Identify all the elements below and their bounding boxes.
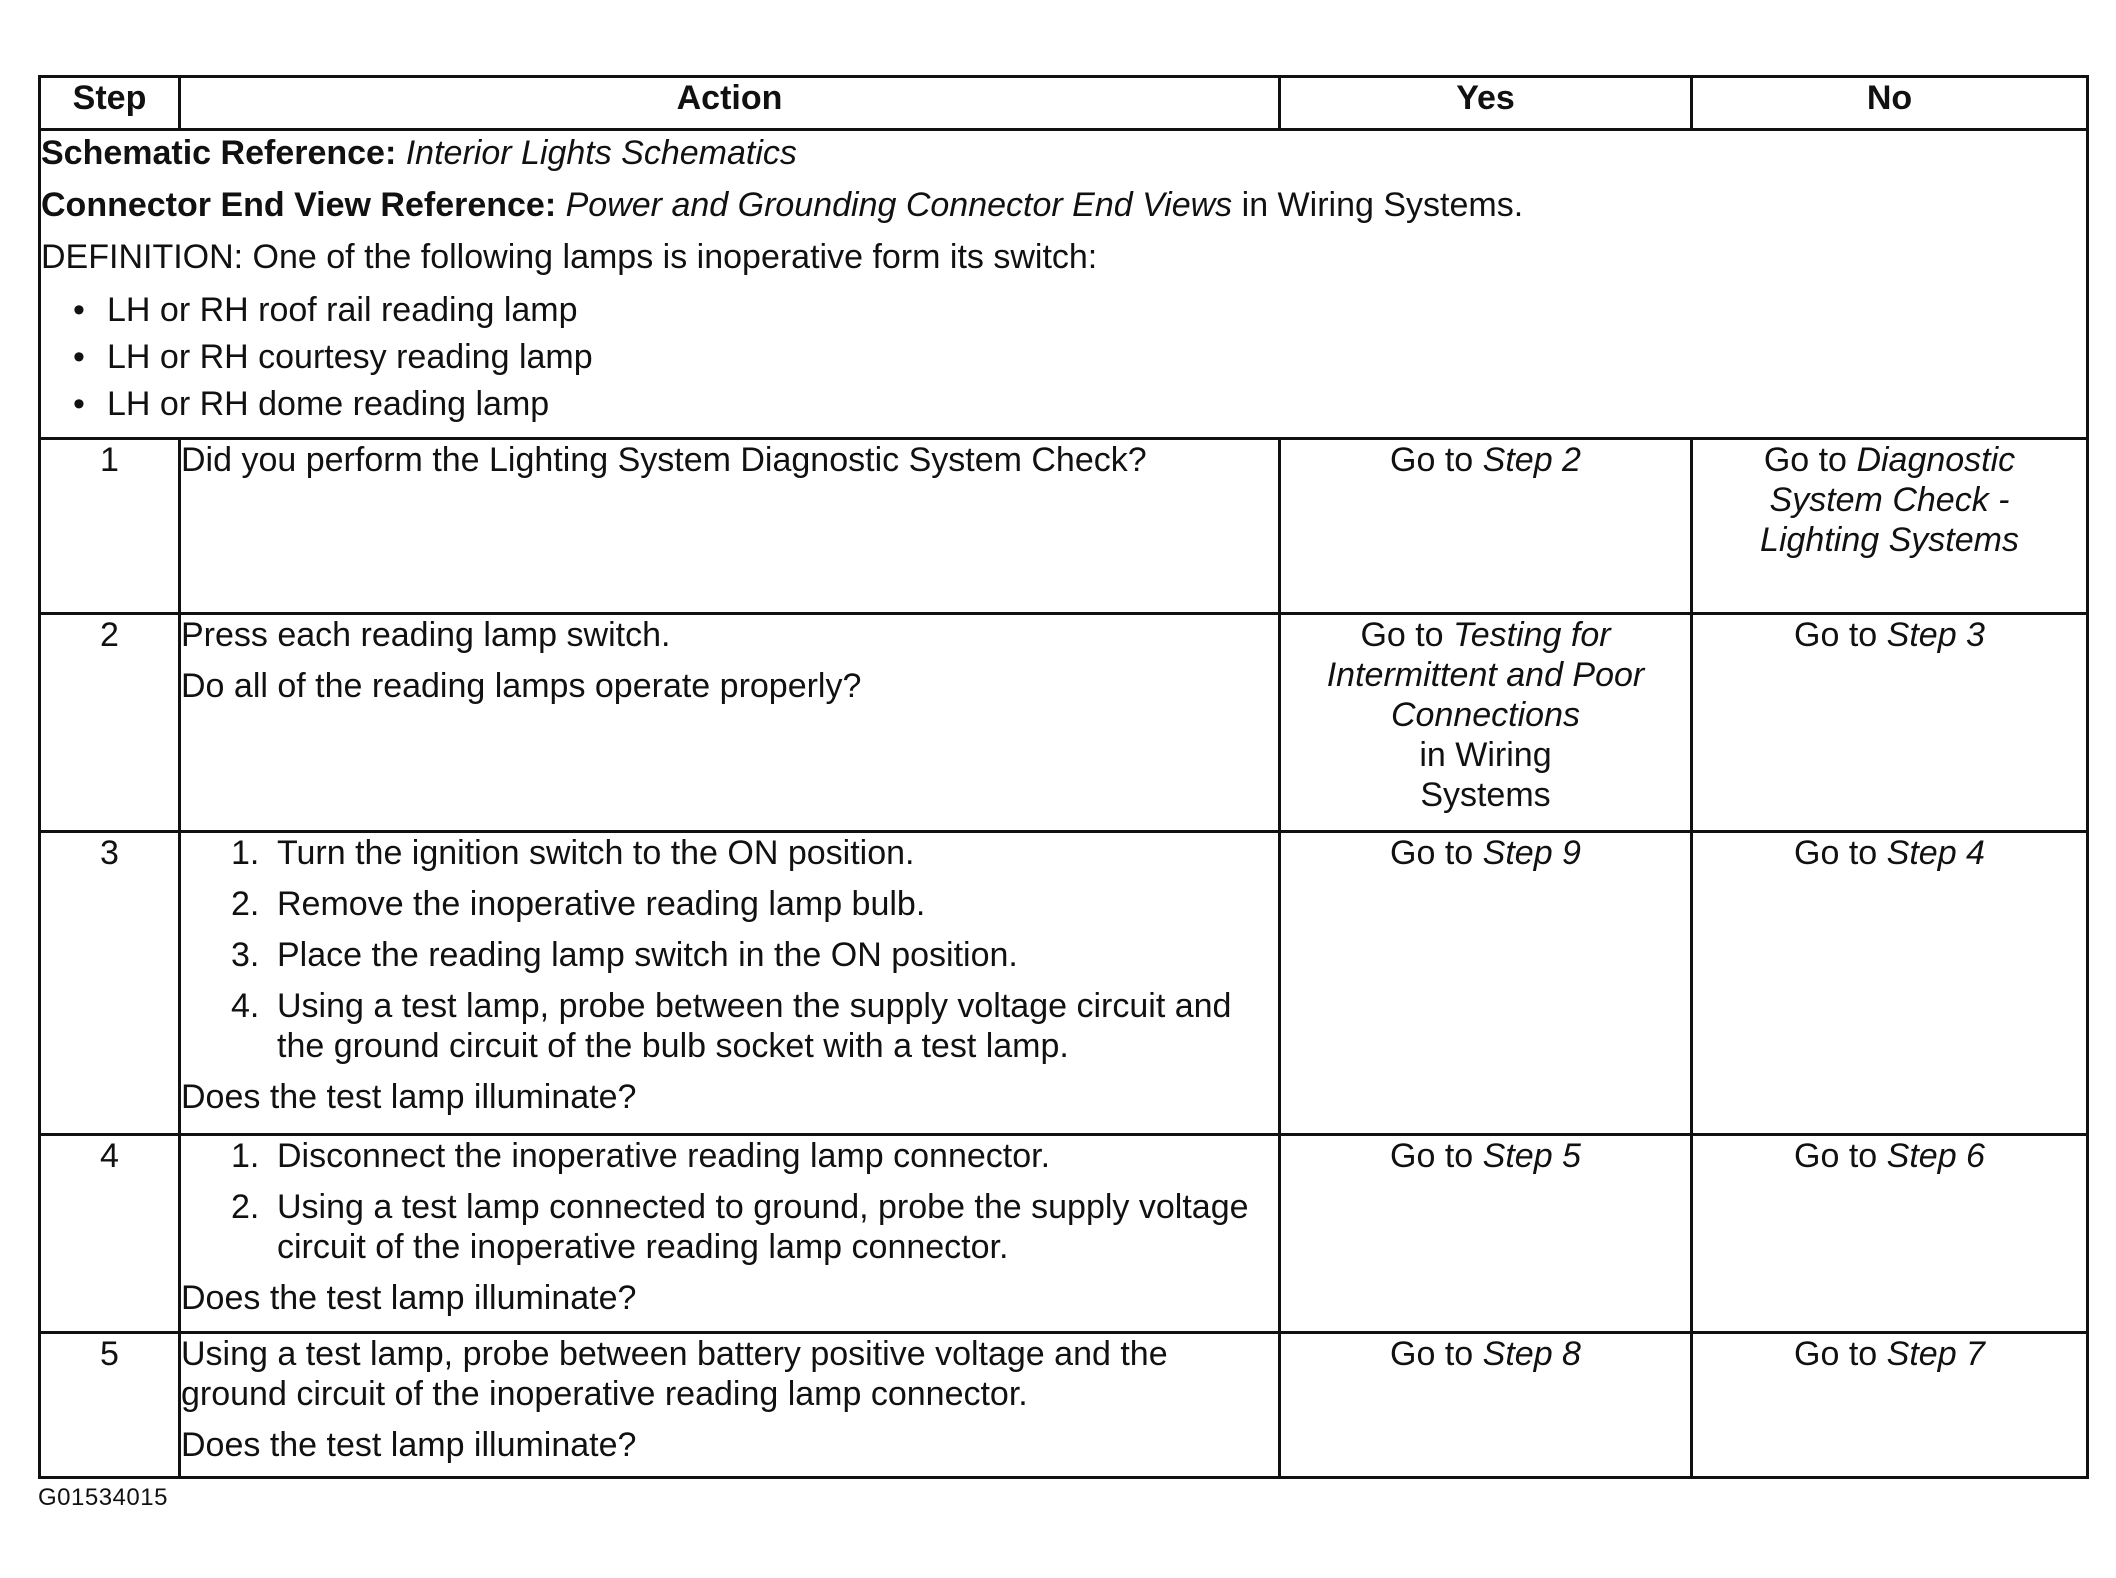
yes-cell	[1280, 614, 1692, 832]
step-row-2	[40, 614, 2088, 832]
yes-prefix: Go to	[1390, 1335, 1474, 1373]
substep-text: Place the reading lamp switch in the ON position.	[277, 936, 1018, 974]
action-question: Did you perform the Lighting System Diagnostic System Check?	[181, 441, 1147, 479]
substep-item	[231, 833, 1278, 873]
no-target-link: Diagnostic	[1856, 441, 2016, 479]
yes-prefix: Go to	[1360, 616, 1444, 654]
header-step: Step	[40, 77, 180, 130]
substep-number: 1.	[231, 834, 260, 872]
step-number: 4	[40, 1135, 180, 1333]
step-number: 5	[40, 1333, 180, 1478]
yes-prefix: Go to	[1390, 834, 1474, 872]
yes-cell	[1280, 832, 1692, 1135]
yes-prefix: Go to	[1390, 441, 1474, 479]
lamp-list-item: • LH or RH roof rail reading lamp	[73, 287, 2086, 334]
no-prefix: Go to	[1794, 616, 1878, 654]
no-cell	[1692, 439, 2088, 614]
yes-target-link: Testing for	[1453, 616, 1611, 654]
no-cell	[1692, 832, 2088, 1135]
action-cell	[180, 832, 1280, 1135]
action-question: Does the test lamp illuminate?	[181, 1426, 637, 1464]
header-yes: Yes	[1280, 77, 1692, 130]
yes-suffix: Systems	[1420, 776, 1551, 814]
no-target-link: Lighting Systems	[1760, 521, 2019, 559]
intro-cell	[40, 130, 2088, 439]
connector-reference-link: Power and Grounding Connector End Views	[565, 186, 1233, 224]
no-prefix: Go to	[1763, 441, 1847, 479]
yes-target-link: Step 5	[1482, 1137, 1581, 1175]
substep-number: 1.	[231, 1137, 260, 1175]
substep-item	[231, 884, 1278, 924]
yes-target-link: Step 8	[1482, 1335, 1581, 1373]
substep-number: 3.	[231, 936, 260, 974]
intro-row	[40, 130, 2088, 439]
action-question: Does the test lamp illuminate?	[181, 1279, 637, 1317]
no-cell	[1692, 1333, 2088, 1478]
substep-number: 2.	[231, 885, 260, 923]
yes-cell	[1280, 1333, 1692, 1478]
step-number: 2	[40, 614, 180, 832]
header-row	[40, 77, 2088, 130]
yes-target-link: Step 2	[1482, 441, 1581, 479]
substep-text: Disconnect the inoperative reading lamp connector.	[277, 1137, 1051, 1175]
substep-number: 2.	[231, 1188, 260, 1226]
no-prefix: Go to	[1794, 1137, 1878, 1175]
yes-suffix: in Wiring	[1419, 736, 1552, 774]
no-target-link: Step 6	[1886, 1137, 1985, 1175]
step-number: 3	[40, 832, 180, 1135]
action-cell	[180, 439, 1280, 614]
substep-text: Remove the inoperative reading lamp bulb.	[277, 885, 926, 923]
substep-item	[231, 986, 1278, 1066]
lamp-list-item: • LH or RH courtesy reading lamp	[73, 334, 2086, 381]
substep-text: Using a test lamp, probe between the supply voltage circuit and the ground circuit of the bulb socket with a test lamp.	[277, 987, 1232, 1065]
substep-item	[231, 1187, 1278, 1267]
action-instruction: Press each reading lamp switch.	[181, 616, 671, 654]
action-cell	[180, 1333, 1280, 1478]
substep-number: 4.	[231, 987, 260, 1025]
no-target-link: Step 4	[1886, 834, 1985, 872]
schematic-reference-link: Interior Lights Schematics	[405, 134, 797, 172]
lamp-list-item: • LH or RH dome reading lamp	[73, 381, 2086, 428]
no-target-link: Step 7	[1886, 1335, 1985, 1373]
figure-id: G01534015	[38, 1484, 168, 1511]
substep-text: Turn the ignition switch to the ON position.	[277, 834, 915, 872]
substep-item	[231, 935, 1278, 975]
schematic-reference	[41, 131, 2086, 175]
yes-prefix: Go to	[1390, 1137, 1474, 1175]
yes-target-link: Intermittent and Poor	[1326, 656, 1645, 694]
step-row-3	[40, 832, 2088, 1135]
substep-list	[181, 1136, 1278, 1267]
connector-reference	[41, 183, 2086, 227]
action-question: Do all of the reading lamps operate properly?	[181, 667, 862, 705]
step-row-1	[40, 439, 2088, 614]
no-prefix: Go to	[1794, 1335, 1878, 1373]
yes-cell	[1280, 439, 1692, 614]
substep-item	[231, 1136, 1278, 1176]
no-target-link: Step 3	[1886, 616, 1985, 654]
lamp-list	[41, 287, 2086, 428]
no-target-link: System Check -	[1769, 481, 2010, 519]
yes-cell	[1280, 1135, 1692, 1333]
header-action: Action	[180, 77, 1280, 130]
action-cell	[180, 1135, 1280, 1333]
action-question: Does the test lamp illuminate?	[181, 1078, 637, 1116]
no-prefix: Go to	[1794, 834, 1878, 872]
definition-text: DEFINITION: One of the following lamps is inoperative form its switch:	[41, 238, 1098, 276]
yes-target-link: Connections	[1390, 696, 1580, 734]
step-row-4	[40, 1135, 2088, 1333]
connector-reference-suffix: in Wiring Systems.	[1241, 186, 1524, 224]
no-cell	[1692, 1135, 2088, 1333]
step-row-5	[40, 1333, 2088, 1478]
substep-list	[181, 833, 1278, 1066]
diagnostic-table	[38, 75, 2089, 1479]
connector-reference-label: Connector End View Reference:	[41, 186, 557, 224]
diagnostic-table-container	[38, 75, 2086, 1479]
action-cell	[180, 614, 1280, 832]
no-cell	[1692, 614, 2088, 832]
header-no: No	[1692, 77, 2088, 130]
step-number: 1	[40, 439, 180, 614]
substep-text: Using a test lamp connected to ground, probe the supply voltage circuit of the inoperative reading lamp connector.	[277, 1188, 1249, 1266]
yes-target-link: Step 9	[1482, 834, 1581, 872]
action-instruction: Using a test lamp, probe between battery positive voltage and the ground circuit of the inoperative reading lamp connector.	[181, 1335, 1168, 1413]
schematic-reference-label: Schematic Reference:	[41, 134, 397, 172]
